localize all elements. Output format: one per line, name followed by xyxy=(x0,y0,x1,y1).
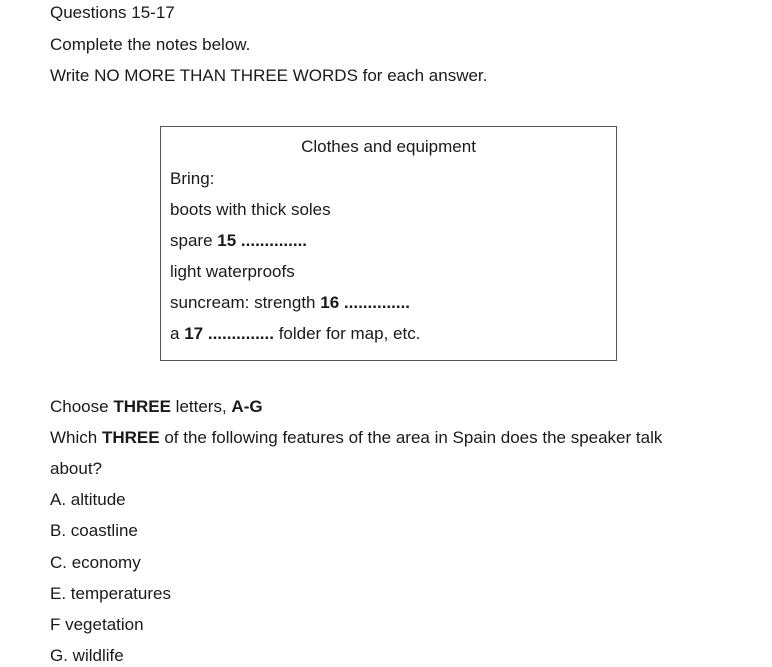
notes-item-waterproofs: light waterproofs xyxy=(170,262,295,281)
instruction-complete-notes: Complete the notes below. xyxy=(50,35,251,54)
notes-item-boots: boots with thick soles xyxy=(170,200,331,219)
item-17-suffix: folder for map, etc. xyxy=(273,324,421,343)
choice-instruction xyxy=(50,397,263,417)
choice-question-prefix: Which xyxy=(50,428,102,447)
notes-title: Clothes and equipment xyxy=(301,137,476,156)
choice-instruction-range: A-G xyxy=(231,397,263,416)
option-f[interactable]: F vegetation xyxy=(50,615,144,634)
notes-item-15 xyxy=(170,231,307,251)
notes-item-17 xyxy=(170,324,420,344)
question-number-16: 16 xyxy=(320,293,340,312)
instruction-word-limit: Write NO MORE THAN THREE WORDS for each answer. xyxy=(50,66,488,85)
item-15-prefix: spare xyxy=(170,231,218,250)
choice-instruction-bold: THREE xyxy=(113,397,171,416)
question-number-17: 17 xyxy=(184,324,204,343)
choice-question xyxy=(50,428,662,448)
option-c[interactable]: C. economy xyxy=(50,553,141,572)
choice-question-rest: of the following features of the area in Spain does the speaker talk xyxy=(159,428,663,447)
notes-box xyxy=(160,126,617,361)
item-16-prefix: suncream: strength xyxy=(170,293,321,312)
option-b[interactable]: B. coastline xyxy=(50,521,138,540)
option-g[interactable]: G. wildlife xyxy=(50,646,124,665)
answer-blank-15[interactable]: .............. xyxy=(240,231,308,250)
question-number-15: 15 xyxy=(217,231,237,250)
choice-instruction-mid: letters, xyxy=(170,397,232,416)
option-e[interactable]: E. temperatures xyxy=(50,584,171,603)
item-17-prefix: a xyxy=(170,324,185,343)
choice-question-continued: about? xyxy=(50,459,102,478)
notes-bring-label: Bring: xyxy=(170,169,215,188)
choice-instruction-prefix: Choose xyxy=(50,397,114,416)
answer-blank-16[interactable]: .............. xyxy=(343,293,411,312)
answer-blank-17[interactable]: .............. xyxy=(207,324,274,343)
choice-question-bold: THREE xyxy=(101,428,160,447)
option-a[interactable]: A. altitude xyxy=(50,490,126,509)
notes-item-16 xyxy=(170,293,410,313)
questions-heading: Questions 15-17 xyxy=(50,3,175,22)
